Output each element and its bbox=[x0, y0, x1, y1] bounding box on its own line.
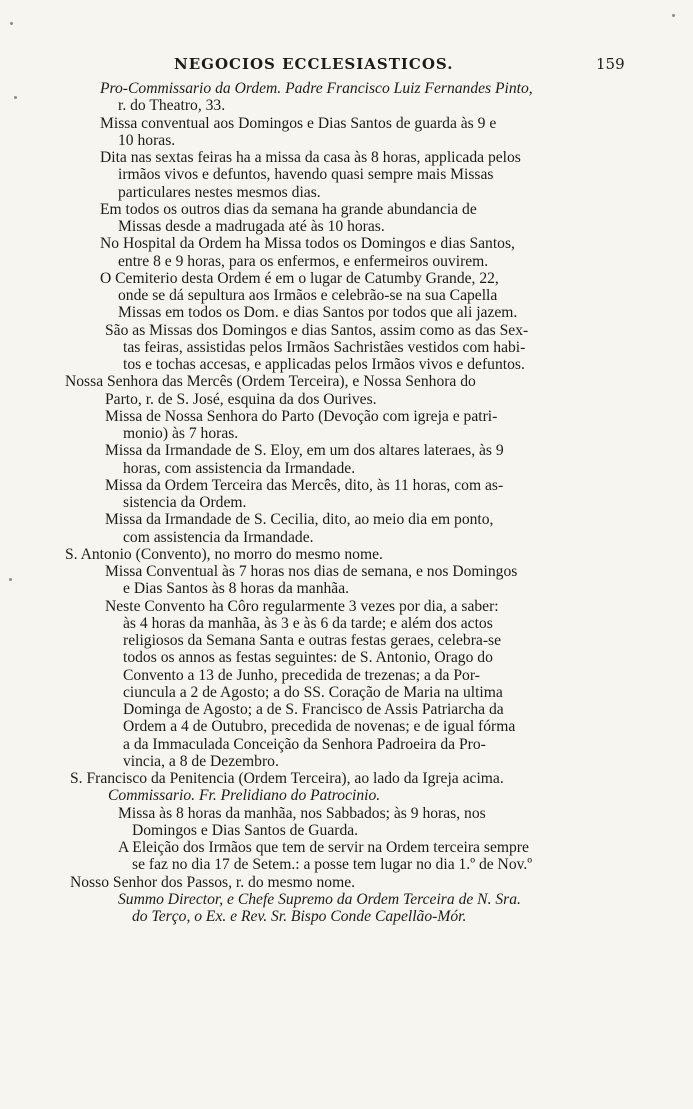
page-number: 159 bbox=[596, 55, 625, 73]
text-line: sistencia da Ordem. bbox=[123, 494, 247, 511]
text-line: Missa às 8 horas da manhãa, nos Sabbados; às 9 horas, nos bbox=[118, 804, 486, 822]
heading-mercês bbox=[0, 373, 693, 408]
text-line: Nosso Senhor dos Passos, r. do mesmo nome. bbox=[70, 873, 356, 891]
text-line: horas, com assistencia da Irmandade. bbox=[123, 459, 356, 477]
text-line: vincia, a 8 de Dezembro. bbox=[123, 752, 279, 770]
entry-missa-parto bbox=[0, 408, 693, 443]
text-line: com assistencia da Irmandade. bbox=[123, 528, 314, 546]
text-line: Missa conventual aos Domingos e Dias Santos de guarda às 9 e bbox=[100, 114, 497, 132]
text-line: ciuncula a 2 de Agosto; a do SS. Coração de Maria na ultima bbox=[123, 683, 503, 701]
text-line: a da Immaculada Conceição da Senhora Padroeira da Pro- bbox=[123, 735, 486, 753]
text-line: Missa de Nossa Senhora do Parto (Devoção com igreja e patri- bbox=[105, 407, 498, 425]
text-line: Missa da Irmandade de S. Eloy, em um dos altares lateraes, às 9 bbox=[105, 442, 504, 460]
text-line: Ordem a 4 de Outubro, precedida de novenas; e de igual fórma bbox=[123, 718, 516, 736]
text-line: do Terço, o Ex. e Rev. Sr. Bispo Conde Capellão-Mór. bbox=[132, 908, 467, 925]
text-line: Missa da Irmandade de S. Cecilia, dito, ao meio dia em ponto, bbox=[105, 511, 494, 529]
text-line: São as Missas dos Domingos e dias Santos, assim como as das Sex- bbox=[105, 321, 529, 339]
text-line: Em todos os outros dias da semana ha grande abundancia de bbox=[100, 200, 477, 218]
text-line: Summo Director, e Chefe Supremo da Ordem Terceira de N. Sra. bbox=[118, 890, 521, 908]
heading-passos bbox=[0, 874, 693, 891]
heading-santo-antonio bbox=[0, 546, 693, 563]
entry-missa-cecilia bbox=[0, 511, 693, 546]
text-line: S. Antonio (Convento), no morro do mesmo nome. bbox=[65, 545, 383, 563]
text-line: e Dias Santos às 8 horas da manhãa. bbox=[123, 580, 350, 598]
heading-sao-francisco bbox=[0, 770, 693, 787]
running-title: NEGOCIOS ECCLESIASTICOS. bbox=[174, 55, 454, 73]
text-line: A Eleição dos Irmãos que tem de servir na Ordem terceira sempre bbox=[118, 839, 529, 856]
text-line: Missa da Ordem Terceira das Mercês, dito, às 11 horas, com as- bbox=[105, 476, 504, 494]
text-line: O Cemiterio desta Ordem é em o lugar de Catumby Grande, 22, bbox=[100, 269, 499, 287]
text-line: 10 horas. bbox=[118, 131, 176, 149]
text-line: onde se dá sepultura aos Irmãos e celebrão-se na sua Capella bbox=[118, 287, 498, 304]
entry-missa-eloy bbox=[0, 442, 693, 477]
text-line: Pro-Commissario da Ordem. Padre Francisco Luiz Fernandes Pinto, bbox=[100, 80, 533, 97]
text-line: Parto, r. de S. José, esquina da dos Ourives. bbox=[105, 390, 377, 408]
text-line: S. Francisco da Penitencia (Ordem Terceira), ao lado da Igreja acima. bbox=[70, 770, 504, 787]
entry-hospital bbox=[0, 235, 693, 270]
text-line: Dita nas sextas feiras ha a missa da casa às 8 horas, applicada pelos bbox=[100, 149, 521, 166]
text-line: Domingos e Dias Santos de Guarda. bbox=[132, 821, 359, 839]
text-line: Nossa Senhora das Mercês (Ordem Terceira), e Nossa Senhora do bbox=[65, 373, 476, 391]
text-line: tos e tochas accesas, e applicadas pelos Irmãos vivos e defuntos. bbox=[123, 356, 525, 373]
entry-missa-sabbados bbox=[0, 805, 693, 840]
entry-eleicao-irmaos bbox=[0, 839, 693, 874]
text-line: Neste Convento ha Côro regularmente 3 vezes por dia, a saber: bbox=[105, 597, 499, 615]
text-line: Commissario. Fr. Prelidiano do Patrocinio. bbox=[108, 787, 381, 805]
entry-cemiterio bbox=[0, 270, 693, 322]
text-line: todos os annos as festas seguintes: de S. Antonio, Orago do bbox=[123, 649, 493, 667]
entry-sextas-feiras bbox=[0, 149, 693, 201]
entry-commissario bbox=[0, 787, 693, 804]
entry-coro-convento bbox=[0, 598, 693, 771]
entry-missas-assistidas bbox=[0, 322, 693, 374]
text-line: monio) às 7 horas. bbox=[123, 425, 239, 442]
entry-missa-conventual-antonio bbox=[0, 563, 693, 598]
text-line: às 4 horas da manhãa, às 3 e às 6 da tarde; e além dos actos bbox=[123, 614, 493, 632]
entry-pro-commissario bbox=[0, 80, 693, 115]
entry-missa-conventual bbox=[0, 115, 693, 150]
margin-speck bbox=[10, 22, 13, 25]
page-header bbox=[0, 55, 693, 77]
text-line: entre 8 e 9 horas, para os enfermos, e enfermeiros ouvirem. bbox=[118, 252, 489, 270]
margin-speck bbox=[672, 14, 675, 17]
text-line: religiosos da Semana Santa e outras festas geraes, celebra-se bbox=[123, 632, 501, 649]
page-body bbox=[0, 80, 693, 925]
text-line: irmãos vivos e defuntos, havendo quasi sempre mais Missas bbox=[118, 166, 494, 184]
entry-outros-dias bbox=[0, 201, 693, 236]
text-line: tas feiras, assistidas pelos Irmãos Sachristães vestidos com habi- bbox=[123, 338, 526, 356]
text-line: particulares nestes mesmos dias. bbox=[118, 183, 321, 201]
text-line: se faz no dia 17 de Setem.: a posse tem lugar no dia 1.º de Nov.º bbox=[132, 856, 533, 874]
text-line: Missa Conventual às 7 horas nos dias de semana, e nos Domingos bbox=[105, 563, 518, 580]
entry-missa-ordem-mercês bbox=[0, 477, 693, 512]
text-line: Convento a 13 de Junho, precedida de trezenas; a da Por- bbox=[123, 666, 480, 684]
text-line: No Hospital da Ordem ha Missa todos os Domingos e dias Santos, bbox=[100, 235, 515, 253]
text-line: r. do Theatro, 33. bbox=[118, 97, 226, 115]
text-line: Missas desde a madrugada até às 10 horas. bbox=[118, 218, 385, 235]
text-line: Dominga de Agosto; a de S. Francisco de Assis Patriarcha da bbox=[123, 701, 504, 718]
entry-summo-director bbox=[0, 891, 693, 926]
text-line: Missas em todos os Dom. e dias Santos por todos que ali jazem. bbox=[118, 304, 518, 322]
